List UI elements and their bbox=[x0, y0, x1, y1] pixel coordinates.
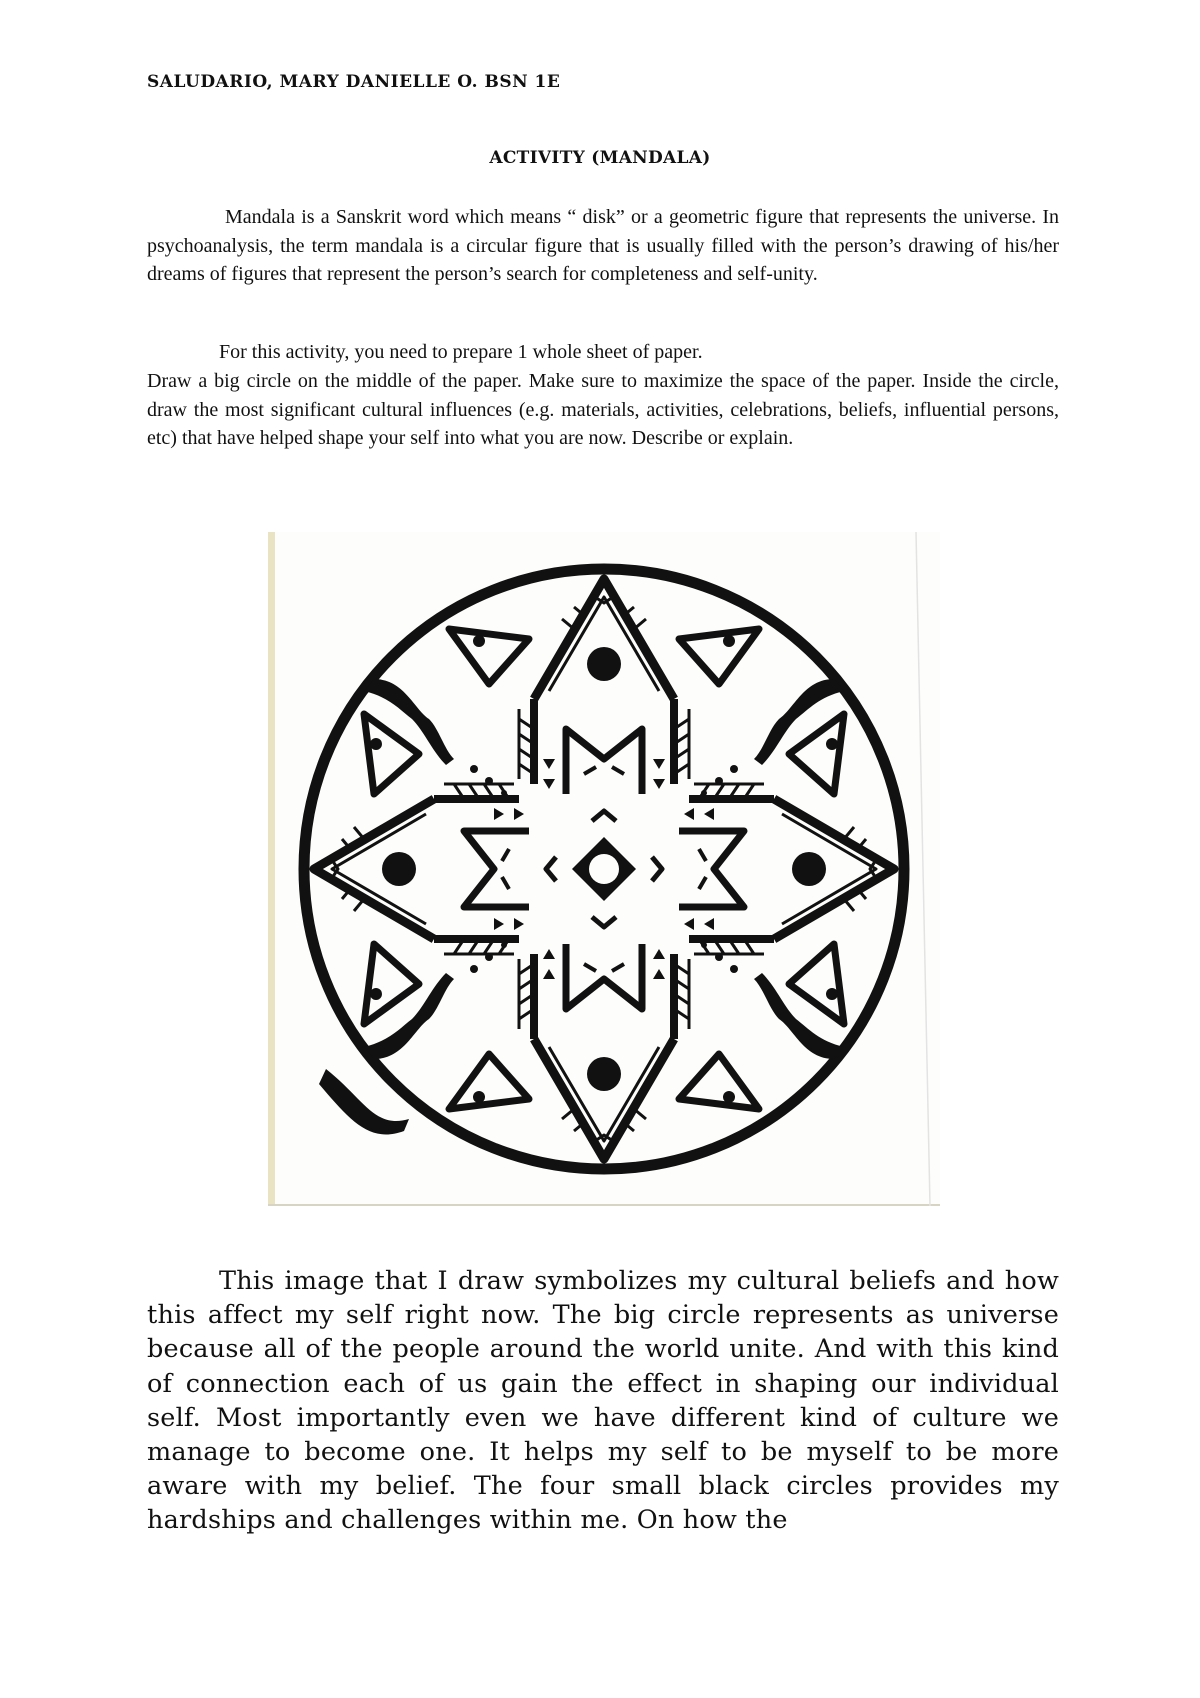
instructions-paragraph: Draw a big circle on the middle of the paper. Make sure to maximize the space of the paper. Inside the circle, draw the most significant cultural influences (e.g. materials, activities, celebrations, beliefs, influential persons, etc) that have helped shape your self into what you are now. Describe or explain. bbox=[147, 370, 1059, 449]
center-eye bbox=[589, 854, 619, 884]
definition-paragraph: Mandala is a Sanskrit word which means “ disk” or a geometric figure that represents the universe. In psychoanalysis, the term mandala is a circular figure that is usually filled with the person’s drawing of his/her dreams of figures that represent the person’s search for completeness and self-unity. bbox=[147, 206, 1059, 285]
prepare-paragraph: For this activity, you need to prepare 1 whole sheet of paper. bbox=[219, 341, 703, 363]
page-title: ACTIVITY (MANDALA) bbox=[489, 148, 711, 168]
mandala-drawing bbox=[268, 532, 940, 1206]
student-header: SALUDARIO, MARY DANIELLE O. BSN 1E bbox=[147, 72, 561, 92]
reflection-essay: This image that I draw symbolizes my cultural beliefs and how this affect my self right now. The big circle represents as universe because all of the people around the world unite. And with this kind of connection each of us gain the effect in shaping our individual self. Most importantly even we have different kind of culture we manage to become one. It helps my self to be myself to be more aware with my belief. The four small black circles provides my hardships and challenges within me. On how the bbox=[147, 1266, 1059, 1536]
paper-edge-left bbox=[268, 532, 275, 1206]
